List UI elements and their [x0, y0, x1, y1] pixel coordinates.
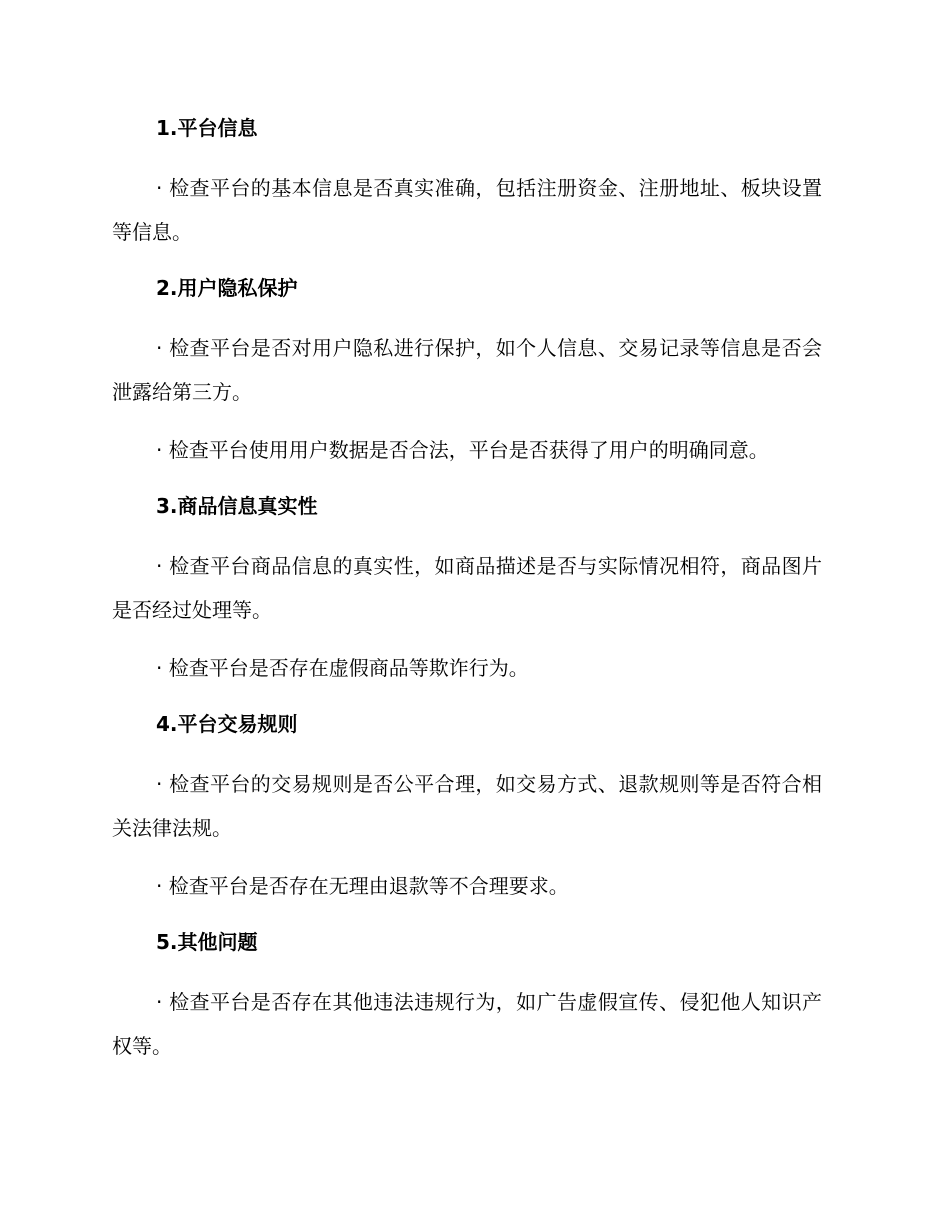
paragraph-platform-info: · 检查平台的基本信息是否真实准确，包括注册资金、注册地址、板块设置等信息。	[112, 176, 822, 244]
paragraph-product-info: · 检查平台商品信息的真实性，如商品描述是否与实际情况相符，商品图片是否经过处理等。	[112, 554, 822, 622]
section-heading-product-authenticity: 3.商品信息真实性	[156, 494, 318, 518]
paragraph-other-issues: · 检查平台是否存在其他违法违规行为，如广告虚假宣传、侵犯他人知识产权等。	[112, 990, 822, 1058]
paragraph-refund: · 检查平台是否存在无理由退款等不合理要求。	[156, 874, 569, 898]
section-heading-other: 5.其他问题	[156, 930, 258, 954]
paragraph-privacy-protection: · 检查平台是否对用户隐私进行保护，如个人信息、交易记录等信息是否会泄露给第三方。	[112, 336, 822, 404]
paragraph-data-usage: · 检查平台使用用户数据是否合法，平台是否获得了用户的明确同意。	[156, 438, 769, 462]
section-heading-privacy: 2.用户隐私保护	[156, 276, 298, 300]
document-body	[112, 108, 822, 1082]
paragraph-fraud: · 检查平台是否存在虚假商品等欺诈行为。	[156, 656, 529, 680]
section-heading-platform-info: 1.平台信息	[156, 116, 258, 140]
section-heading-trade-rules: 4.平台交易规则	[156, 712, 298, 736]
paragraph-trade-rules: · 检查平台的交易规则是否公平合理，如交易方式、退款规则等是否符合相关法律法规。	[112, 772, 822, 840]
